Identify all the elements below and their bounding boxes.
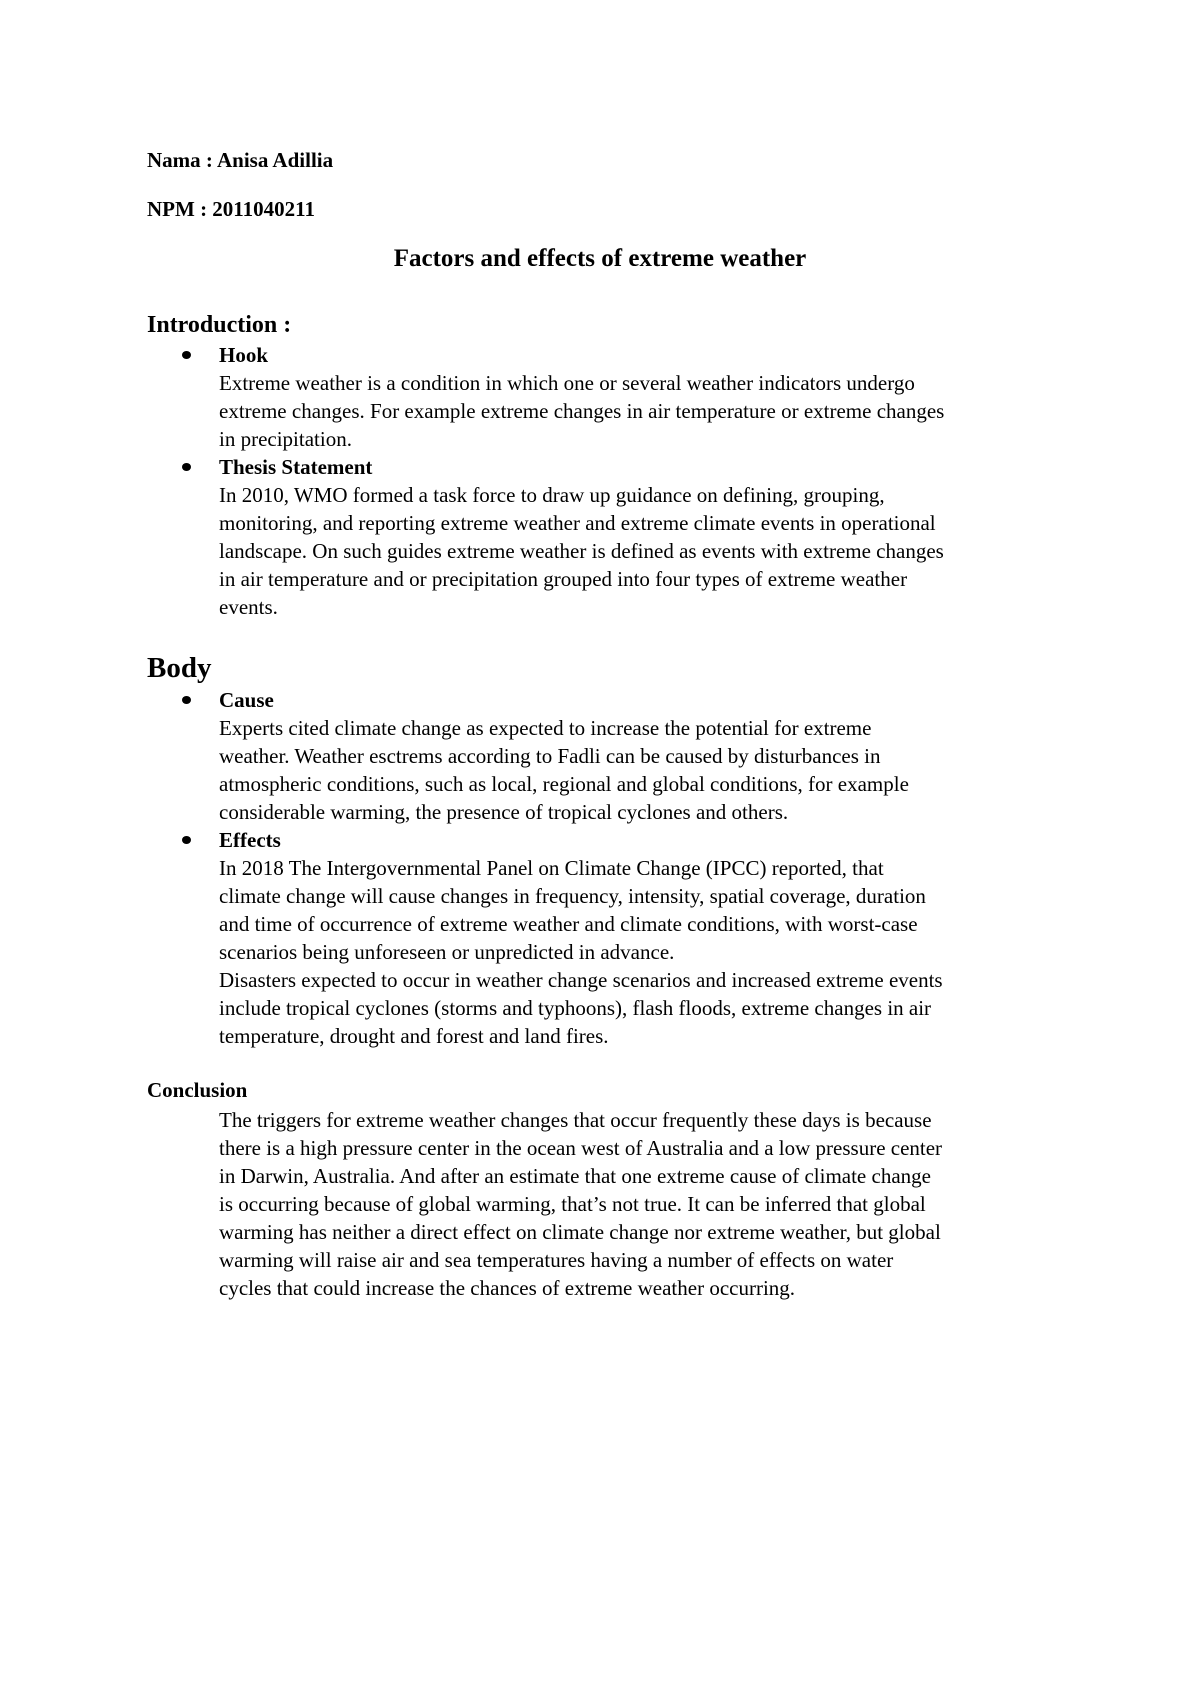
bullet-title: Hook bbox=[219, 343, 269, 367]
body-item-effects bbox=[219, 826, 1079, 1050]
body-item-cause bbox=[219, 686, 1079, 826]
bullet-icon bbox=[182, 696, 191, 704]
conclusion-text: The triggers for extreme weather changes that occur frequently these days is because there is a high pressure center in the ocean west of Australia and a low pressure center in Darwin, Australia. And after an estimate that one extreme cause of climate change is occurring because of global warming, that’s not true. It can be inferred that global warming has neither a direct effect on climate change nor extreme weather, but global warming will raise air and sea temperatures having a number of effects on water cycles that could increase the chances of extreme weather occurring. bbox=[219, 1108, 943, 1300]
conclusion-heading: Conclusion bbox=[147, 1078, 248, 1102]
bullet-text: In 2018 The Intergovernmental Panel on Climate Change (IPCC) reported, that climate change will cause changes in frequency, intensity, spatial coverage, duration and time of occurrence of extreme weather and climate conditions, with worst-case scenarios being unforeseen or unpredicted in advance. Disasters expected to occur in weather change scenarios and increased extreme events include tropical cyclones (storms and typhoons), flash floods, extreme changes in air temperature, drought and forest and land fires. bbox=[219, 856, 943, 1048]
introduction-heading: Introduction : bbox=[147, 312, 292, 338]
bullet-text: Experts cited climate change as expected to increase the potential for extreme weather. Weather esctrems according to Fadli can be caused by disturbances in atmospheric conditions, such as local, regional and global conditions, for example considerable warming, the presence of tropical cyclones and others. bbox=[219, 716, 909, 824]
bullet-icon bbox=[182, 351, 191, 359]
body-heading: Body bbox=[147, 652, 212, 684]
student-name: Nama : Anisa Adillia bbox=[147, 148, 334, 172]
bullet-text: In 2010, WMO formed a task force to draw up guidance on defining, grouping, monitoring, and reporting extreme weather and extreme climate events in operational landscape. On such guides extreme weather is defined as events with extreme changes in air temperature and or precipitation grouped into four types of extreme weather events. bbox=[219, 483, 944, 619]
bullet-icon bbox=[182, 836, 191, 844]
bullet-title: Effects bbox=[219, 828, 281, 852]
document-title: Factors and effects of extreme weather bbox=[393, 245, 807, 272]
bullet-icon bbox=[182, 463, 191, 471]
bullet-title: Thesis Statement bbox=[219, 455, 373, 479]
bullet-text: Extreme weather is a condition in which one or several weather indicators undergo extreme changes. For example extreme changes in air temperature or extreme changes in precipitation. bbox=[219, 371, 945, 451]
bullet-title: Cause bbox=[219, 688, 274, 712]
introduction-item-hook bbox=[219, 341, 1079, 453]
introduction-item-thesis bbox=[219, 453, 1079, 621]
student-npm: NPM : 2011040211 bbox=[147, 197, 315, 221]
